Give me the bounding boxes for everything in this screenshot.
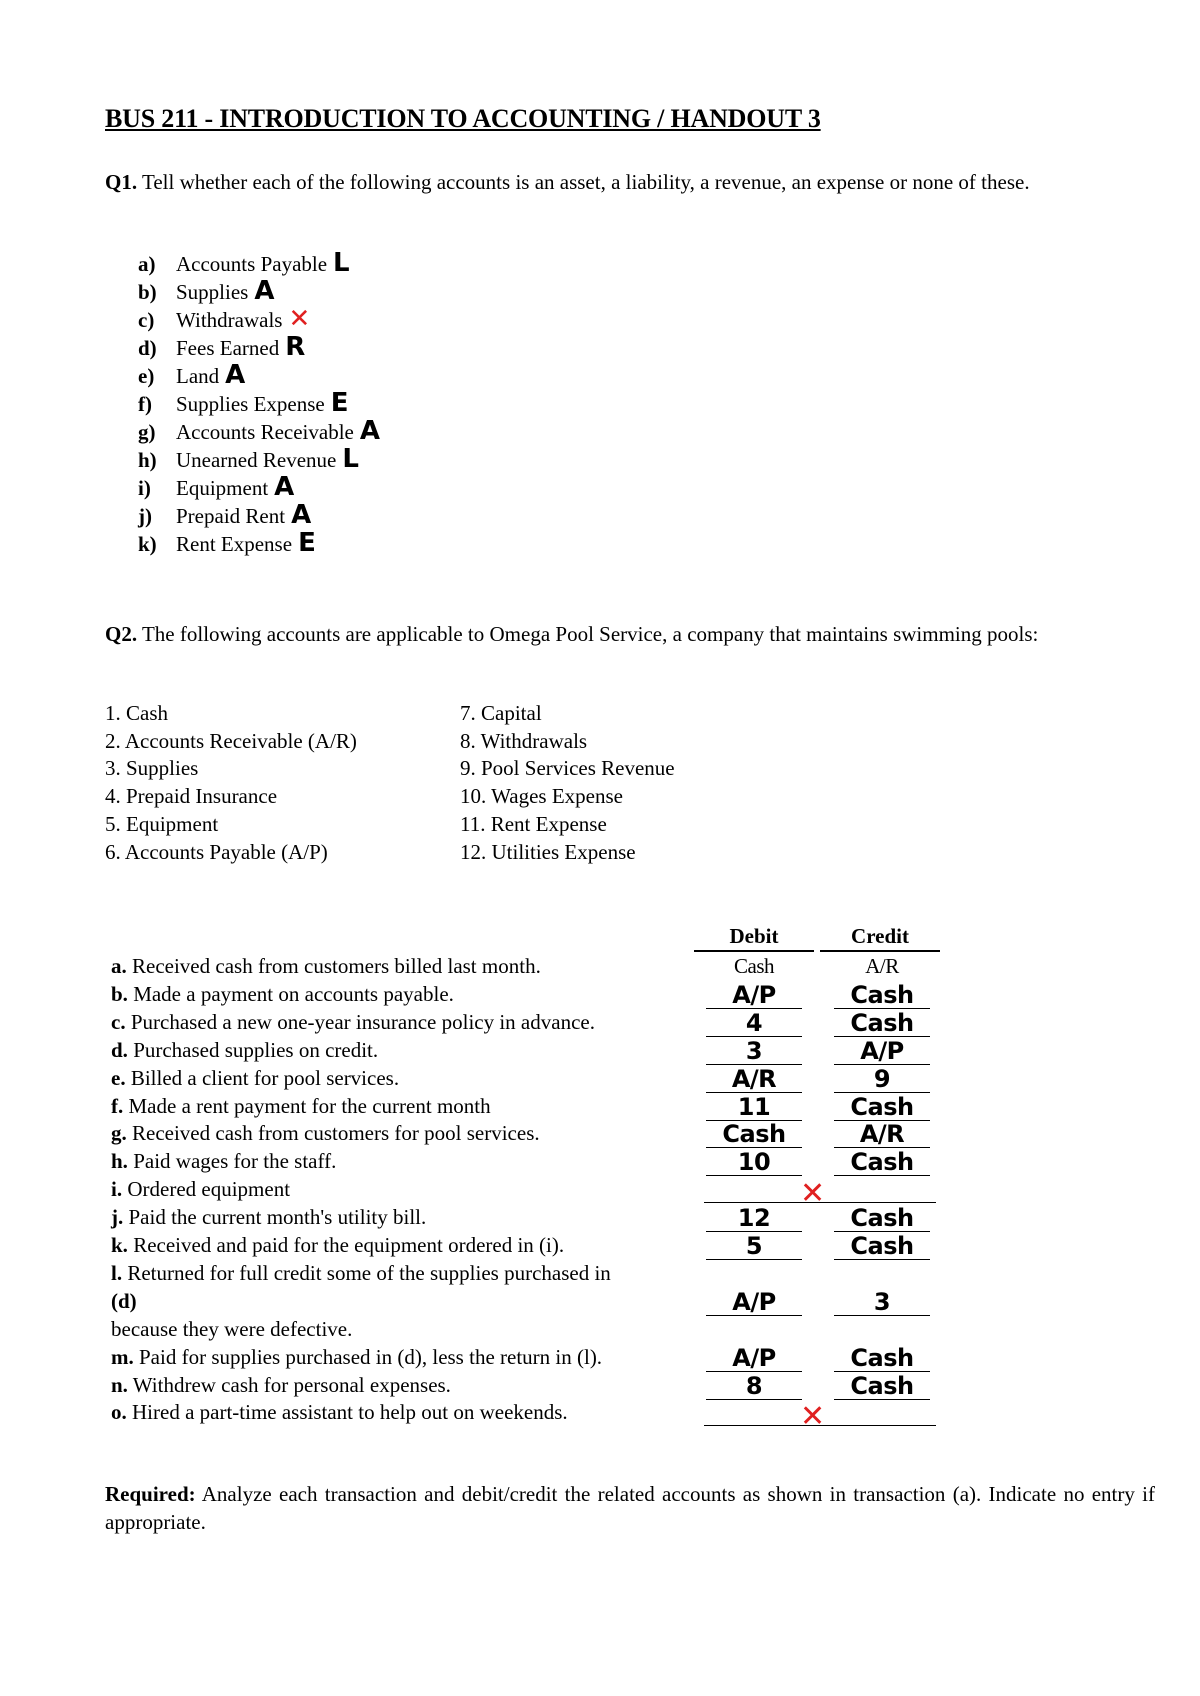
transaction-row: [111, 1231, 564, 1259]
transaction-letter: h.: [111, 1149, 128, 1174]
q1-item: [138, 418, 380, 446]
transaction-text: Made a payment on accounts payable.: [127, 981, 454, 1006]
q1-handwritten-answer: A: [225, 360, 246, 390]
transaction-letter: g.: [111, 1121, 127, 1146]
debit-answer: 4: [706, 1008, 802, 1037]
transaction-letter: l.: [111, 1260, 123, 1285]
transaction-letter: c.: [111, 1009, 126, 1034]
account-item: 5. Equipment: [105, 811, 219, 836]
credit-answer: A/R: [834, 1119, 930, 1148]
q1-handwritten-answer: E: [330, 388, 349, 418]
transaction-text: Purchased supplies on credit.: [127, 1037, 379, 1062]
q1-item-letter: f): [138, 392, 152, 416]
transaction-row: [111, 1175, 290, 1203]
debit-header: Debit: [694, 922, 814, 952]
q1-item: [138, 502, 380, 530]
q2-prompt: [105, 620, 1155, 648]
transaction-text: Ordered equipment: [122, 1177, 291, 1202]
q1-item-letter: j): [138, 504, 152, 528]
q1-prompt: [105, 168, 1155, 196]
debit-answer: 8: [706, 1371, 802, 1400]
credit-answer: Cash: [834, 1371, 930, 1400]
transaction-text: Hired a part-time assistant to help out on weekends.: [126, 1400, 568, 1425]
q1-item-text: Rent Expense: [176, 532, 293, 556]
transaction-row: [111, 1147, 336, 1175]
transaction-row: [111, 1064, 399, 1092]
debit-answer: A/P: [706, 980, 802, 1009]
debit-answer: A/P: [706, 1343, 802, 1372]
account-item: 10. Wages Expense: [460, 784, 623, 809]
debit-answer: A/P: [706, 1287, 802, 1316]
account-item: 6. Accounts Payable (A/P): [105, 839, 328, 864]
q1-handwritten-answer: L: [333, 248, 350, 278]
q1-item-text: Accounts Receivable: [176, 420, 354, 444]
q1-item-text: Equipment: [176, 476, 269, 500]
debit-answer: Cash: [734, 954, 774, 978]
q1-item-text: Supplies Expense: [176, 392, 325, 416]
account-item: 11. Rent Expense: [460, 811, 607, 836]
transaction-letter: m.: [111, 1344, 134, 1369]
credit-answer: 3: [834, 1287, 930, 1316]
q1-handwritten-answer: E: [298, 528, 316, 558]
q1-item-text: Accounts Payable: [176, 252, 328, 276]
transaction-row: [111, 1119, 540, 1147]
no-entry-x-mark: ✕: [800, 1176, 826, 1212]
account-item: 2. Accounts Receivable (A/R): [105, 728, 357, 753]
q1-label: Q1.: [105, 170, 138, 194]
debit-answer: 11: [706, 1092, 802, 1121]
account-item: 8. Withdrawals: [460, 728, 588, 753]
account-item: 9. Pool Services Revenue: [460, 756, 675, 781]
credit-answer: Cash: [834, 980, 930, 1009]
q1-handwritten-answer: R: [285, 332, 306, 362]
q1-item: [138, 334, 380, 362]
transaction-row: [111, 1203, 426, 1231]
q1-item: [138, 250, 380, 278]
q1-item-letter: i): [138, 476, 151, 500]
required-label: Required:: [105, 1482, 196, 1506]
transaction-row: [111, 1036, 378, 1064]
account-item: 1. Cash: [105, 701, 168, 725]
q1-item-text: Withdrawals: [176, 308, 283, 332]
q1-handwritten-answer: A: [359, 416, 380, 446]
q1-item-letter: h): [138, 448, 157, 472]
account-list-left: [105, 700, 357, 866]
credit-answer: Cash: [834, 1008, 930, 1037]
credit-answer: Cash: [834, 1231, 930, 1260]
q1-item-letter: k): [138, 532, 157, 556]
q1-item-text: Fees Earned: [176, 336, 280, 360]
credit-answer: A/R: [865, 954, 899, 978]
q1-item: [138, 390, 380, 418]
transaction-text: Paid wages for the staff.: [127, 1149, 337, 1174]
q1-item-text: Land: [176, 364, 220, 388]
debit-answer: 10: [706, 1147, 802, 1176]
credit-answer: Cash: [834, 1203, 930, 1232]
q1-item-text: Supplies: [176, 280, 249, 304]
transaction-text: Returned for full credit some of the supplies purchased in: [122, 1260, 611, 1285]
q1-item-text: Prepaid Rent: [176, 504, 286, 528]
transaction-letter: e.: [111, 1065, 126, 1090]
credit-answer: Cash: [834, 1343, 930, 1372]
transaction-row: [111, 1259, 611, 1287]
q1-prompt-text: Tell whether each of the following accounts is an asset, a liability, a revenue, an expense or none of these.: [137, 170, 1030, 194]
q1-item: [138, 278, 380, 306]
q1-item-letter: b): [138, 280, 157, 304]
q1-item-letter: d): [138, 336, 157, 360]
transaction-row: [111, 1343, 602, 1371]
transaction-text: Received and paid for the equipment ordered in (i).: [127, 1233, 565, 1257]
q1-account-list: [138, 250, 380, 558]
credit-answer: Cash: [834, 1092, 930, 1121]
account-item: 3. Supplies: [105, 756, 199, 781]
q1-handwritten-answer: A: [291, 500, 312, 530]
credit-answer: Cash: [834, 1147, 930, 1176]
transaction-text: Received cash from customers for pool services.: [126, 1121, 540, 1146]
debit-answer: A/R: [706, 1064, 802, 1093]
account-item: 4. Prepaid Insurance: [105, 784, 278, 809]
transaction-row: [111, 980, 454, 1008]
q2-label: Q2.: [105, 622, 138, 646]
q1-item: [138, 474, 380, 502]
transaction-letter: k.: [111, 1233, 128, 1257]
q2-prompt-text: The following accounts are applicable to Omega Pool Service, a company that maintains swimming pools:: [137, 622, 1039, 646]
q1-handwritten-answer: A: [274, 472, 295, 502]
q1-item-letter: c): [138, 308, 155, 332]
transaction-letter: o.: [111, 1400, 127, 1425]
transaction-text: Paid for supplies purchased in (d), less the return in (l).: [133, 1344, 603, 1369]
transaction-text: Received cash from customers billed last month.: [126, 954, 541, 978]
account-item: 12. Utilities Expense: [460, 839, 636, 864]
debit-answer: 12: [706, 1203, 802, 1232]
transaction-letter: d.: [111, 1037, 128, 1062]
transaction-text-cont: (d): [111, 1288, 137, 1313]
transaction-row: [111, 1092, 491, 1120]
transaction-letter: b.: [111, 981, 128, 1006]
transaction-letter: j.: [111, 1205, 124, 1230]
transaction-text: Made a rent payment for the current month: [123, 1093, 491, 1118]
transaction-text: Billed a client for pool services.: [125, 1065, 400, 1090]
q1-item: [138, 306, 380, 334]
transaction-text: Purchased a new one-year insurance policy in advance.: [125, 1009, 595, 1034]
account-item: 7. Capital: [460, 701, 542, 725]
no-entry-x-mark: ✕: [800, 1399, 826, 1435]
credit-answer: 9: [834, 1064, 930, 1093]
transaction-row: [111, 1398, 568, 1426]
q1-item-letter: e): [138, 364, 155, 388]
q1-item-text: Unearned Revenue: [176, 448, 337, 472]
transaction-text: Withdrew cash for personal expenses.: [127, 1372, 451, 1397]
transaction-row: [111, 952, 541, 980]
transaction-row: [111, 1008, 595, 1036]
q1-item: [138, 530, 380, 558]
debit-answer: 3: [706, 1036, 802, 1065]
q1-item: [138, 362, 380, 390]
transaction-letter: a.: [111, 954, 127, 978]
transaction-letter: f.: [111, 1093, 124, 1118]
credit-answer: A/P: [834, 1036, 930, 1065]
handout-title: BUS 211 - INTRODUCTION TO ACCOUNTING / HANDOUT 3: [105, 104, 821, 133]
q1-handwritten-answer: L: [342, 444, 359, 474]
transaction-text: Paid the current month's utility bill.: [123, 1205, 427, 1230]
debit-answer: Cash: [706, 1119, 802, 1148]
required-text: Analyze each transaction and debit/credit the related accounts as shown in transaction (a). Indicate no entry if appropriate.: [105, 1482, 1155, 1534]
q1-handwritten-answer: A: [254, 276, 275, 306]
transaction-letter: n.: [111, 1372, 128, 1397]
debit-answer: 5: [706, 1231, 802, 1260]
required-instructions: [105, 1480, 1155, 1536]
q1-wrong-mark: ✕: [288, 304, 311, 334]
account-list-right: [460, 700, 675, 866]
transaction-letter: i.: [111, 1177, 123, 1202]
q1-item: [138, 446, 380, 474]
transaction-row: [111, 1371, 451, 1399]
q1-item-letter: g): [138, 420, 156, 444]
transaction-text-cont: because they were defective.: [111, 1316, 353, 1341]
q1-item-letter: a): [138, 252, 156, 276]
credit-header: Credit: [820, 922, 940, 952]
